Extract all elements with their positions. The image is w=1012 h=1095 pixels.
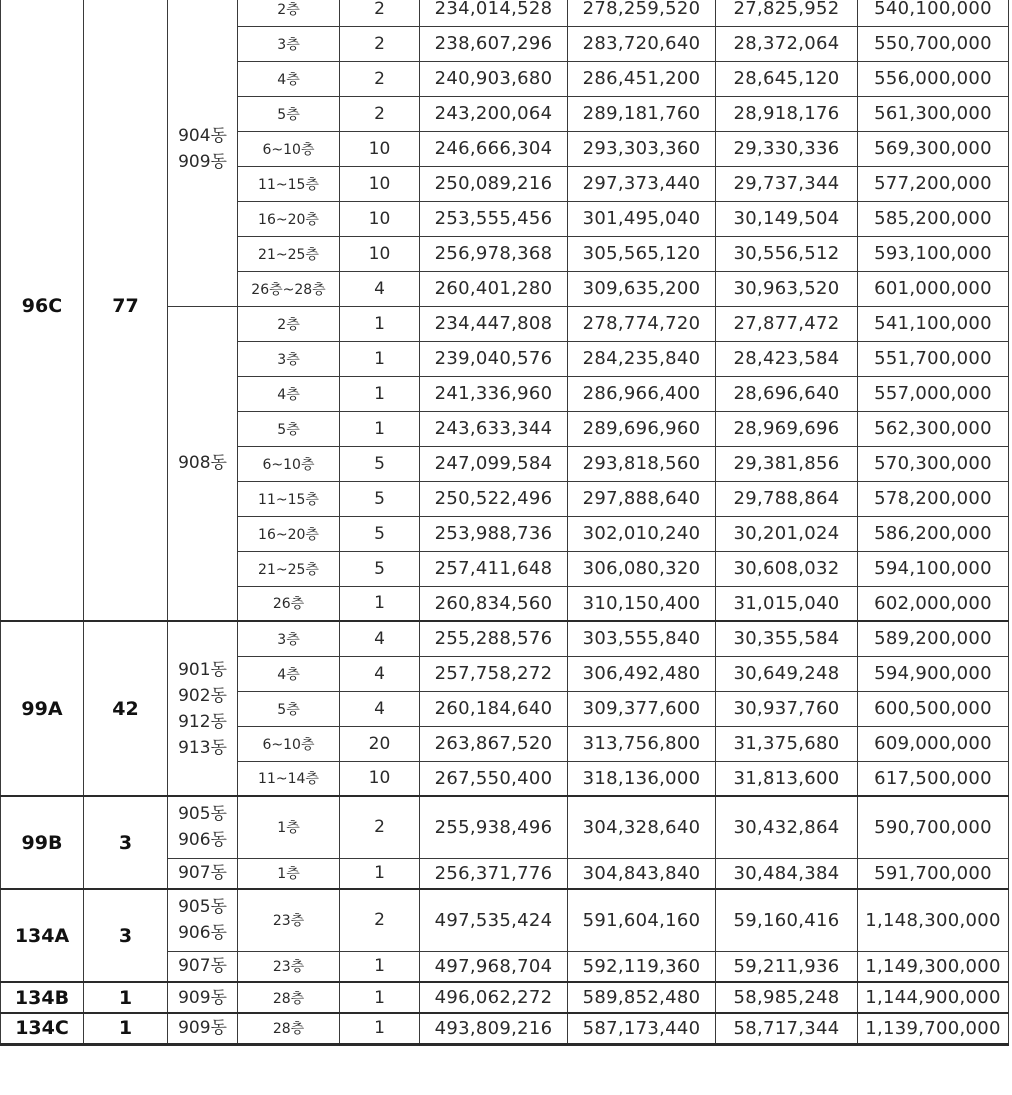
vat-cell: 30,556,512 — [716, 236, 858, 271]
floor-cell: 11~15층 — [238, 481, 340, 516]
dong-name: 908동 — [178, 453, 227, 474]
land-price-cell: 250,522,496 — [420, 481, 568, 516]
total-price-cell: 617,500,000 — [858, 761, 1009, 796]
total-price-cell: 577,200,000 — [858, 166, 1009, 201]
dong-list — [168, 889, 238, 951]
land-price-cell: 239,040,576 — [420, 341, 568, 376]
floor-cell: 28층 — [238, 1013, 340, 1044]
total-price-cell: 570,300,000 — [858, 446, 1009, 481]
vat-cell: 30,963,520 — [716, 271, 858, 306]
table-row — [1, 1013, 1009, 1044]
floor-cell: 11~15층 — [238, 166, 340, 201]
vat-cell: 30,937,760 — [716, 691, 858, 726]
total-price-cell: 602,000,000 — [858, 586, 1009, 621]
units-cell: 1 — [340, 982, 420, 1013]
floor-cell: 26층 — [238, 586, 340, 621]
floor-cell: 4층 — [238, 376, 340, 411]
floor-cell: 26층~28층 — [238, 271, 340, 306]
building-price-cell: 592,119,360 — [568, 951, 716, 982]
vat-cell: 29,737,344 — [716, 166, 858, 201]
units-cell: 10 — [340, 201, 420, 236]
dong-list — [168, 951, 238, 982]
table-row — [1, 0, 1009, 26]
vat-cell: 58,985,248 — [716, 982, 858, 1013]
units-cell: 1 — [340, 306, 420, 341]
total-price-cell: 541,100,000 — [858, 306, 1009, 341]
land-price-cell: 497,968,704 — [420, 951, 568, 982]
total-price-cell: 609,000,000 — [858, 726, 1009, 761]
building-price-cell: 289,181,760 — [568, 96, 716, 131]
table-row — [1, 796, 1009, 858]
unit-count: 3 — [84, 889, 168, 982]
total-price-cell: 540,100,000 — [858, 0, 1009, 26]
building-price-cell: 278,774,720 — [568, 306, 716, 341]
total-price-cell: 590,700,000 — [858, 796, 1009, 858]
units-cell: 10 — [340, 131, 420, 166]
total-price-cell: 589,200,000 — [858, 621, 1009, 656]
dong-list — [168, 982, 238, 1013]
floor-cell: 2층 — [238, 306, 340, 341]
dong-name: 907동 — [178, 956, 227, 977]
building-price-cell: 306,080,320 — [568, 551, 716, 586]
floor-cell: 16~20층 — [238, 201, 340, 236]
land-price-cell: 257,758,272 — [420, 656, 568, 691]
building-price-cell: 286,966,400 — [568, 376, 716, 411]
unit-count: 1 — [84, 982, 168, 1013]
floor-cell: 21~25층 — [238, 236, 340, 271]
units-cell: 2 — [340, 61, 420, 96]
building-price-cell: 283,720,640 — [568, 26, 716, 61]
vat-cell: 30,201,024 — [716, 516, 858, 551]
building-price-cell: 286,451,200 — [568, 61, 716, 96]
units-cell: 4 — [340, 691, 420, 726]
vat-cell: 28,423,584 — [716, 341, 858, 376]
vat-cell: 27,877,472 — [716, 306, 858, 341]
land-price-cell: 496,062,272 — [420, 982, 568, 1013]
unit-count: 1 — [84, 1013, 168, 1044]
unit-type: 134B — [1, 982, 84, 1013]
units-cell: 2 — [340, 0, 420, 26]
land-price-cell: 246,666,304 — [420, 131, 568, 166]
unit-count: 42 — [84, 621, 168, 796]
dong-name: 905동 — [178, 897, 227, 918]
floor-cell: 3층 — [238, 26, 340, 61]
vat-cell: 31,015,040 — [716, 586, 858, 621]
vat-cell: 30,149,504 — [716, 201, 858, 236]
building-price-cell: 313,756,800 — [568, 726, 716, 761]
unit-type: 99B — [1, 796, 84, 889]
floor-cell: 2층 — [238, 0, 340, 26]
table-row — [1, 889, 1009, 951]
building-price-cell: 304,328,640 — [568, 796, 716, 858]
floor-cell: 6~10층 — [238, 131, 340, 166]
units-cell: 5 — [340, 446, 420, 481]
vat-cell: 27,825,952 — [716, 0, 858, 26]
building-price-cell: 293,818,560 — [568, 446, 716, 481]
building-price-cell: 297,888,640 — [568, 481, 716, 516]
unit-count: 3 — [84, 796, 168, 889]
units-cell: 4 — [340, 656, 420, 691]
land-price-cell: 238,607,296 — [420, 26, 568, 61]
unit-count: 77 — [84, 0, 168, 621]
floor-cell: 5층 — [238, 411, 340, 446]
units-cell: 5 — [340, 551, 420, 586]
building-price-cell: 309,377,600 — [568, 691, 716, 726]
total-price-cell: 561,300,000 — [858, 96, 1009, 131]
dong-name: 906동 — [178, 830, 227, 851]
dong-name: 909동 — [178, 151, 227, 172]
land-price-cell: 260,834,560 — [420, 586, 568, 621]
building-price-cell: 305,565,120 — [568, 236, 716, 271]
units-cell: 1 — [340, 376, 420, 411]
land-price-cell: 497,535,424 — [420, 889, 568, 951]
unit-type: 99A — [1, 621, 84, 796]
units-cell: 1 — [340, 1013, 420, 1044]
land-price-cell: 243,200,064 — [420, 96, 568, 131]
floor-cell: 21~25층 — [238, 551, 340, 586]
table-row — [1, 982, 1009, 1013]
units-cell: 5 — [340, 516, 420, 551]
unit-type: 134C — [1, 1013, 84, 1044]
building-price-cell: 302,010,240 — [568, 516, 716, 551]
total-price-cell: 593,100,000 — [858, 236, 1009, 271]
unit-type: 96C — [1, 0, 84, 621]
units-cell: 10 — [340, 236, 420, 271]
land-price-cell: 234,447,808 — [420, 306, 568, 341]
floor-cell: 11~14층 — [238, 761, 340, 796]
land-price-cell: 247,099,584 — [420, 446, 568, 481]
vat-cell: 31,375,680 — [716, 726, 858, 761]
land-price-cell: 241,336,960 — [420, 376, 568, 411]
total-price-cell: 557,000,000 — [858, 376, 1009, 411]
building-price-cell: 301,495,040 — [568, 201, 716, 236]
building-price-cell: 318,136,000 — [568, 761, 716, 796]
building-price-cell: 309,635,200 — [568, 271, 716, 306]
floor-cell: 16~20층 — [238, 516, 340, 551]
building-price-cell: 589,852,480 — [568, 982, 716, 1013]
floor-cell: 1층 — [238, 796, 340, 858]
total-price-cell: 569,300,000 — [858, 131, 1009, 166]
total-price-cell: 1,148,300,000 — [858, 889, 1009, 951]
floor-cell: 3층 — [238, 621, 340, 656]
vat-cell: 59,160,416 — [716, 889, 858, 951]
total-price-cell: 594,900,000 — [858, 656, 1009, 691]
total-price-cell: 591,700,000 — [858, 858, 1009, 889]
units-cell: 5 — [340, 481, 420, 516]
land-price-cell: 253,555,456 — [420, 201, 568, 236]
building-price-cell: 304,843,840 — [568, 858, 716, 889]
land-price-cell: 234,014,528 — [420, 0, 568, 26]
units-cell: 4 — [340, 621, 420, 656]
land-price-cell: 493,809,216 — [420, 1013, 568, 1044]
units-cell: 2 — [340, 796, 420, 858]
units-cell: 20 — [340, 726, 420, 761]
dong-name: 906동 — [178, 923, 227, 944]
dong-name: 909동 — [178, 987, 227, 1008]
vat-cell: 30,649,248 — [716, 656, 858, 691]
dong-list — [168, 1013, 238, 1044]
floor-cell: 23층 — [238, 889, 340, 951]
dong-name: 907동 — [178, 863, 227, 884]
vat-cell: 28,969,696 — [716, 411, 858, 446]
land-price-cell: 240,903,680 — [420, 61, 568, 96]
vat-cell: 30,432,864 — [716, 796, 858, 858]
units-cell: 1 — [340, 411, 420, 446]
building-price-cell: 278,259,520 — [568, 0, 716, 26]
floor-cell: 1층 — [238, 858, 340, 889]
dong-list — [168, 306, 238, 621]
land-price-cell: 255,938,496 — [420, 796, 568, 858]
dong-name: 902동 — [178, 685, 227, 706]
floor-cell: 4층 — [238, 656, 340, 691]
land-price-cell: 260,401,280 — [420, 271, 568, 306]
vat-cell: 28,645,120 — [716, 61, 858, 96]
units-cell: 1 — [340, 951, 420, 982]
units-cell: 10 — [340, 761, 420, 796]
dong-name: 904동 — [178, 125, 227, 146]
building-price-cell: 289,696,960 — [568, 411, 716, 446]
vat-cell: 28,372,064 — [716, 26, 858, 61]
building-price-cell: 591,604,160 — [568, 889, 716, 951]
vat-cell: 30,608,032 — [716, 551, 858, 586]
floor-cell: 23층 — [238, 951, 340, 982]
vat-cell: 29,330,336 — [716, 131, 858, 166]
total-price-cell: 601,000,000 — [858, 271, 1009, 306]
dong-list — [168, 796, 238, 858]
price-table-body — [1, 0, 1009, 1044]
units-cell: 10 — [340, 166, 420, 201]
total-price-cell: 556,000,000 — [858, 61, 1009, 96]
building-price-cell: 293,303,360 — [568, 131, 716, 166]
unit-type: 134A — [1, 889, 84, 982]
building-price-cell: 587,173,440 — [568, 1013, 716, 1044]
floor-cell: 3층 — [238, 341, 340, 376]
vat-cell: 30,484,384 — [716, 858, 858, 889]
units-cell: 1 — [340, 586, 420, 621]
total-price-cell: 562,300,000 — [858, 411, 1009, 446]
total-price-cell: 1,139,700,000 — [858, 1013, 1009, 1044]
land-price-cell: 256,371,776 — [420, 858, 568, 889]
total-price-cell: 600,500,000 — [858, 691, 1009, 726]
units-cell: 1 — [340, 341, 420, 376]
land-price-cell: 256,978,368 — [420, 236, 568, 271]
building-price-cell: 284,235,840 — [568, 341, 716, 376]
dong-list — [168, 621, 238, 796]
building-price-cell: 310,150,400 — [568, 586, 716, 621]
total-price-cell: 585,200,000 — [858, 201, 1009, 236]
units-cell: 2 — [340, 26, 420, 61]
units-cell: 1 — [340, 858, 420, 889]
building-price-cell: 297,373,440 — [568, 166, 716, 201]
land-price-cell: 260,184,640 — [420, 691, 568, 726]
floor-cell: 5층 — [238, 691, 340, 726]
land-price-cell: 243,633,344 — [420, 411, 568, 446]
floor-cell: 5층 — [238, 96, 340, 131]
total-price-cell: 551,700,000 — [858, 341, 1009, 376]
table-row — [1, 621, 1009, 656]
land-price-cell: 257,411,648 — [420, 551, 568, 586]
floor-cell: 28층 — [238, 982, 340, 1013]
dong-name: 901동 — [178, 659, 227, 680]
units-cell: 4 — [340, 271, 420, 306]
vat-cell: 58,717,344 — [716, 1013, 858, 1044]
floor-cell: 6~10층 — [238, 446, 340, 481]
land-price-cell: 253,988,736 — [420, 516, 568, 551]
dong-name: 912동 — [178, 711, 227, 732]
dong-name: 909동 — [178, 1018, 227, 1039]
building-price-cell: 303,555,840 — [568, 621, 716, 656]
dong-name: 913동 — [178, 737, 227, 758]
building-price-cell: 306,492,480 — [568, 656, 716, 691]
floor-cell: 4층 — [238, 61, 340, 96]
vat-cell: 28,696,640 — [716, 376, 858, 411]
total-price-cell: 1,149,300,000 — [858, 951, 1009, 982]
total-price-cell: 550,700,000 — [858, 26, 1009, 61]
dong-list — [168, 858, 238, 889]
total-price-cell: 586,200,000 — [858, 516, 1009, 551]
dong-name: 905동 — [178, 804, 227, 825]
units-cell: 2 — [340, 96, 420, 131]
vat-cell: 30,355,584 — [716, 621, 858, 656]
floor-cell: 6~10층 — [238, 726, 340, 761]
vat-cell: 31,813,600 — [716, 761, 858, 796]
dong-list — [168, 0, 238, 306]
total-price-cell: 594,100,000 — [858, 551, 1009, 586]
total-price-cell: 578,200,000 — [858, 481, 1009, 516]
land-price-cell: 250,089,216 — [420, 166, 568, 201]
vat-cell: 29,381,856 — [716, 446, 858, 481]
units-cell: 2 — [340, 889, 420, 951]
land-price-cell: 255,288,576 — [420, 621, 568, 656]
vat-cell: 28,918,176 — [716, 96, 858, 131]
total-price-cell: 1,144,900,000 — [858, 982, 1009, 1013]
vat-cell: 29,788,864 — [716, 481, 858, 516]
land-price-cell: 267,550,400 — [420, 761, 568, 796]
vat-cell: 59,211,936 — [716, 951, 858, 982]
land-price-cell: 263,867,520 — [420, 726, 568, 761]
